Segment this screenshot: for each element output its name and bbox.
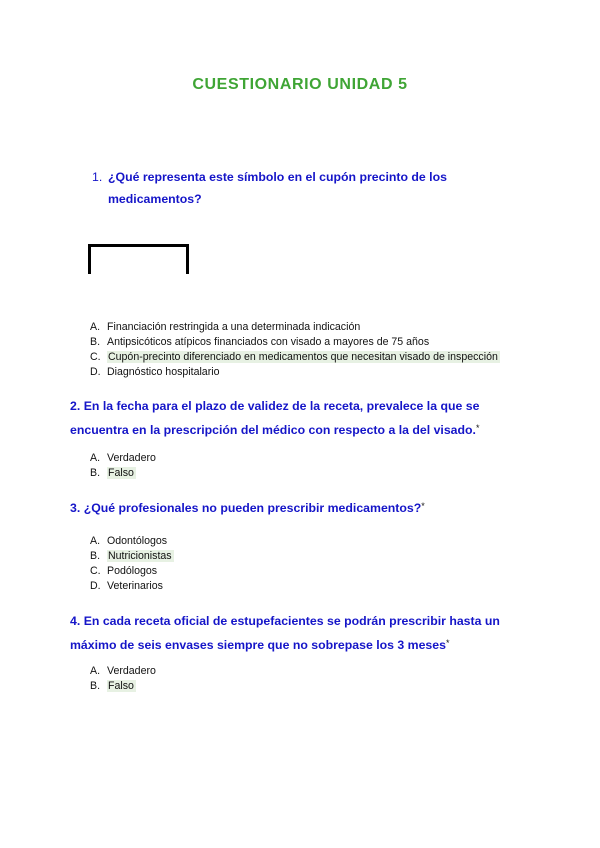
question-3-text: ¿Qué profesionales no pueden prescribir medicamentos? xyxy=(83,501,422,515)
option-letter: D. xyxy=(90,580,101,592)
option-text-highlighted: Falso xyxy=(108,680,134,692)
question-1-option-a xyxy=(90,320,500,335)
question-3-option-b xyxy=(90,549,174,564)
option-text: Verdadero xyxy=(107,452,156,464)
question-3-option-d xyxy=(90,579,174,594)
question-3-option-c xyxy=(90,564,174,579)
question-4-option-a xyxy=(90,664,156,679)
question-2-option-a xyxy=(90,451,156,466)
question-3-options xyxy=(90,534,174,594)
required-asterisk: * xyxy=(421,501,425,511)
option-letter: B. xyxy=(90,680,101,692)
document-title: CUESTIONARIO UNIDAD 5 xyxy=(192,76,408,93)
option-text: Antipsicóticos atípicos financiados con visado a mayores de 75 años xyxy=(107,336,430,348)
question-1-options xyxy=(90,320,500,380)
option-text-highlighted: Cupón-precinto diferenciado en medicamentos que necesitan visado de inspección xyxy=(108,351,498,363)
open-frame-symbol-icon xyxy=(88,244,189,274)
option-letter: A. xyxy=(90,665,101,677)
question-2 xyxy=(70,395,540,441)
option-letter: B. xyxy=(90,336,101,348)
question-1-option-b xyxy=(90,335,500,350)
option-text: Diagnóstico hospitalario xyxy=(107,366,220,378)
question-1-text: ¿Qué representa este símbolo en el cupón precinto de los medicamentos? xyxy=(108,170,447,206)
question-1-number: 1. xyxy=(92,170,103,184)
question-2-options xyxy=(90,451,156,481)
question-4-text: En cada receta oficial de estupefacientes se podrán prescribir hasta un máximo de seis envases siempre que no sobrepase los 3 meses xyxy=(70,614,500,652)
question-2-number: 2. xyxy=(70,399,81,413)
question-1-option-d xyxy=(90,365,500,380)
option-letter: A. xyxy=(90,535,101,547)
option-text-highlighted: Nutricionistas xyxy=(108,550,172,562)
question-4-options xyxy=(90,664,156,694)
option-letter: C. xyxy=(90,351,101,363)
option-text-highlighted: Falso xyxy=(108,467,134,479)
option-letter: C. xyxy=(90,565,101,577)
question-2-text: En la fecha para el plazo de validez de la receta, prevalece la que se encuentra en la prescripción del médico con respecto a la del visado. xyxy=(70,399,480,437)
question-1-option-c xyxy=(90,350,500,365)
option-letter: D. xyxy=(90,366,101,378)
option-letter: A. xyxy=(90,452,101,464)
question-4-number: 4. xyxy=(70,614,81,628)
question-3-number: 3. xyxy=(70,501,81,515)
option-letter: B. xyxy=(90,550,101,562)
option-letter: B. xyxy=(90,467,101,479)
question-4 xyxy=(70,610,540,656)
question-3 xyxy=(70,495,540,519)
option-text: Veterinarios xyxy=(107,580,163,592)
option-text: Financiación restringida a una determinada indicación xyxy=(107,321,361,333)
option-text: Odontólogos xyxy=(107,535,168,547)
question-4-option-b xyxy=(90,679,156,694)
required-asterisk: * xyxy=(475,423,480,433)
option-text: Podólogos xyxy=(107,565,158,577)
option-text: Verdadero xyxy=(107,665,156,677)
option-letter: A. xyxy=(90,321,101,333)
question-3-option-a xyxy=(90,534,174,549)
question-2-option-b xyxy=(90,466,156,481)
required-asterisk: * xyxy=(445,638,450,648)
